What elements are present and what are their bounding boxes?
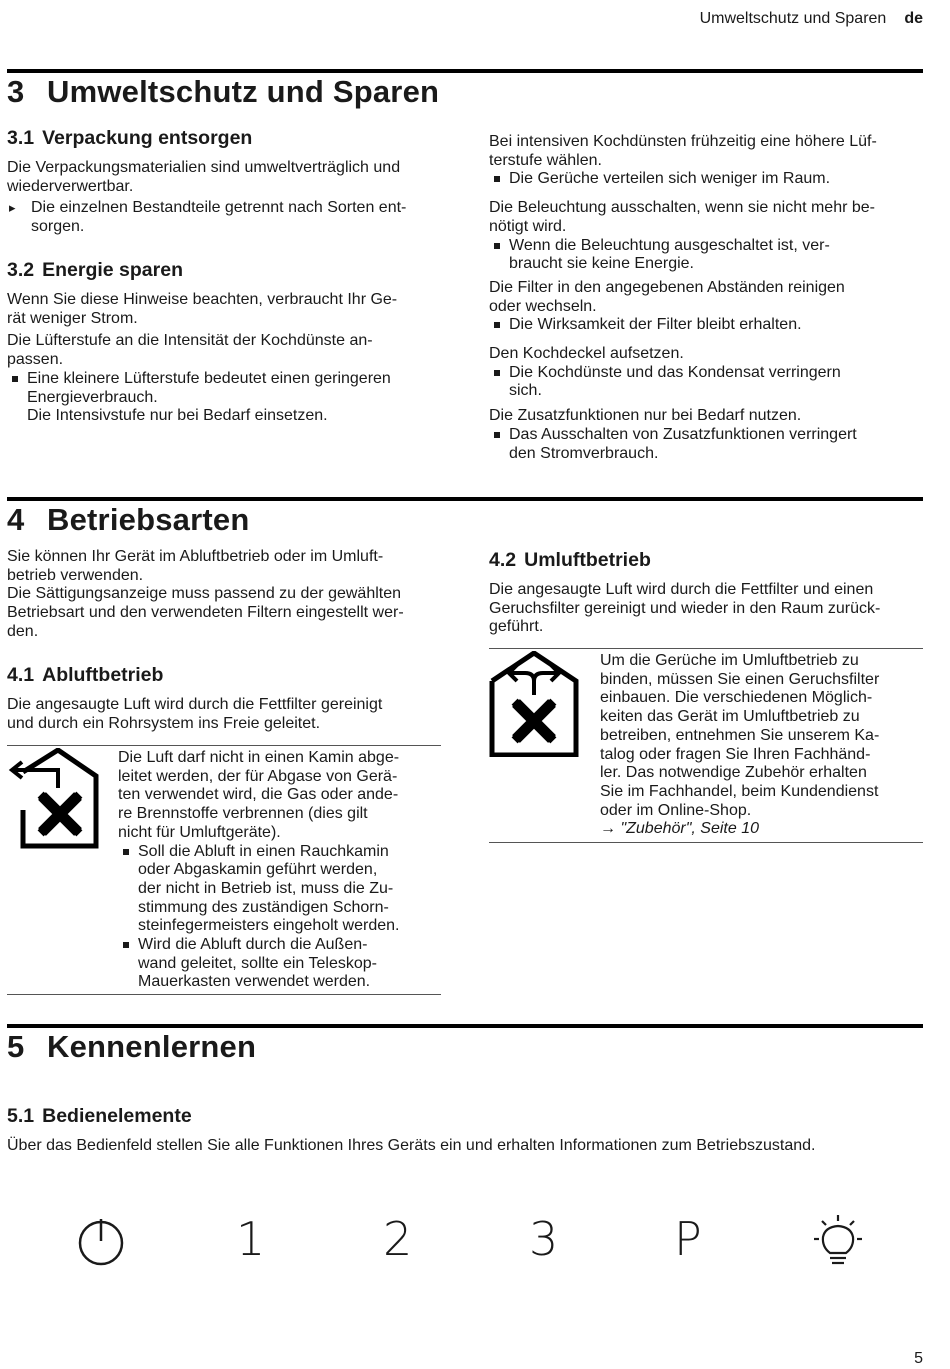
section-4-intro: Sie können Ihr Gerät im Abluftbetrieb oder im Umluft- betrieb verwenden. Die Sättigungsanzeige muss passend zu der gewählten Betriebsart und den verwendeten Filtern eingestellt wer- den. [7, 548, 404, 640]
result-item: Die Wirksamkeit der Filter bleibt erhalten. [489, 316, 929, 335]
fan-level-1-symbol: 1 [236, 1212, 266, 1266]
notice-text: Die Luft darf nicht in einen Kamin abge- leitet werden, der für Abgase von Gerä- ten verwendet wird, die Gas oder ande- re Brennstoffe verbrennen (dies gilt nicht für Umluftgeräte). Soll die Abluft in einen Rauchkamin oder Abgaskamin geführt werden, der nicht in Betrieb ist, muss die Zu- stimmung des zuständigen Schorn- steinfegermeisters eingeholt werden. Wird die Abluft durch die Außen- wand geleitet, sollte ein Teleskop- Mauerkasten verwendet werden. [118, 749, 440, 992]
intensive-mode-symbol: P [674, 1212, 702, 1266]
language-code: de [904, 10, 923, 27]
section-3-2-body [7, 291, 447, 426]
paragraph: Bei intensiven Kochdünsten frühzeitig eine höhere Lüf- [489, 133, 877, 150]
paragraph: rät weniger Strom. [7, 309, 138, 327]
section-rule [7, 497, 923, 501]
exhaust-air-chimney-prohibited-icon [8, 748, 108, 850]
result-item: Die Gerüche verteilen sich weniger im Raum. [489, 170, 929, 189]
result-item: Wird die Abluft durch die Außen- wand geleitet, sollte ein Teleskop- Mauerkasten verwendet werden. [118, 936, 440, 992]
section-heading: 3.1 Verpackung entsorgen [7, 127, 253, 149]
recirculation-icon [489, 651, 579, 757]
paragraph: Wenn Sie diese Hinweise beachten, verbraucht Ihr Ge- [7, 291, 398, 308]
chapter-heading: 5 Kennenlernen [7, 1029, 257, 1064]
section-3-2-right-column [489, 133, 929, 463]
section-heading: 5.1 Bedienelemente [7, 1105, 192, 1127]
paragraph: Die Filter in den angegebenen Abständen reinigen [489, 278, 845, 296]
light-bulb-icon [814, 1215, 862, 1267]
paragraph: wiederverwertbar. [7, 177, 134, 195]
paragraph: oder wechseln. [489, 297, 597, 315]
page-number: 5 [914, 1350, 923, 1367]
section-heading: 3.2 Energie sparen [7, 259, 183, 281]
result-item: Das Ausschalten von Zusatzfunktionen verringert den Stromverbrauch. [489, 426, 929, 463]
section-5-1-body: Über das Bedienfeld stellen Sie alle Funktionen Ihres Geräts ein und erhalten Informationen zum Betriebszustand. [7, 1137, 816, 1154]
cross-reference-link[interactable]: "Zubehör", Seite 10 [620, 820, 760, 838]
running-head [700, 10, 923, 28]
paragraph: nötigt wird. [489, 217, 567, 235]
paragraph: terstufe wählen. [489, 151, 602, 169]
paragraph: Die Zusatzfunktionen nur bei Bedarf nutzen. [489, 407, 802, 425]
section-heading: 4.2 Umluftbetrieb [489, 549, 651, 571]
paragraph: Den Kochdeckel aufsetzen. [489, 345, 684, 363]
reference-arrow-icon: → [600, 820, 616, 838]
paragraph: Die Lüfterstufe an die Intensität der Kochdünste an- [7, 332, 373, 350]
paragraph: Die Beleuchtung ausschalten, wenn sie nicht mehr be- [489, 199, 875, 217]
section-4-2-body: Die angesaugte Luft wird durch die Fettfilter und einen Geruchsfilter gereinigt und wieder in den Raum zurück- geführt. [489, 581, 881, 636]
section-4-1-body: Die angesaugte Luft wird durch die Fettfilter gereinigt und durch ein Rohrsystem ins Freie geleitet. [7, 696, 383, 732]
result-item: Die Kochdünste und das Kondensat verringern sich. [489, 364, 929, 401]
power-icon [76, 1217, 126, 1267]
cross-reference[interactable] [600, 820, 922, 839]
section-3-1-body [7, 159, 447, 237]
notice-text: Um die Gerüche im Umluftbetrieb zu binden, müssen Sie einen Geruchsfilter einbauen. Die verschiedenen Möglich- keiten das Gerät im Umluftbetrieb zu betreiben, entnehmen Sie unserem Ka- talog oder fragen Sie Ihren Fachhänd- ler. Das notwendige Zubehör erhalten Sie im Fachhandel, beim Kundendienst oder im Online-Shop. → "Zubehör", Seite 10 [600, 652, 922, 839]
section-rule [7, 69, 923, 73]
paragraph: passen. [7, 351, 64, 369]
chapter-heading: 3 Umweltschutz und Sparen [7, 74, 440, 109]
section-rule [7, 1024, 923, 1028]
result-item: Soll die Abluft in einen Rauchkamin oder Abgaskamin geführt werden, der nicht in Betrieb ist, muss die Zu- stimmung des zuständigen Schorn- steinfegermeisters eingeholt werden. [118, 843, 440, 937]
result-item: Wenn die Beleuchtung ausgeschaltet ist, ver- braucht sie keine Energie. [489, 237, 929, 274]
instruction-item: ▸ Die einzelnen Bestandteile getrennt nach Sorten ent- sorgen. [7, 199, 447, 236]
chapter-heading: 4 Betriebsarten [7, 502, 250, 537]
running-head-title: Umweltschutz und Sparen [699, 10, 887, 27]
paragraph: Die Verpackungsmaterialien sind umweltverträglich und [7, 159, 401, 176]
fan-level-2-symbol: 2 [383, 1212, 413, 1266]
section-heading: 4.1 Abluftbetrieb [7, 664, 164, 686]
result-item: Eine kleinere Lüfterstufe bedeutet einen geringeren Energieverbrauch. Die Intensivstufe nur bei Bedarf einsetzen. [7, 370, 447, 426]
fan-level-3-symbol: 3 [529, 1212, 559, 1266]
